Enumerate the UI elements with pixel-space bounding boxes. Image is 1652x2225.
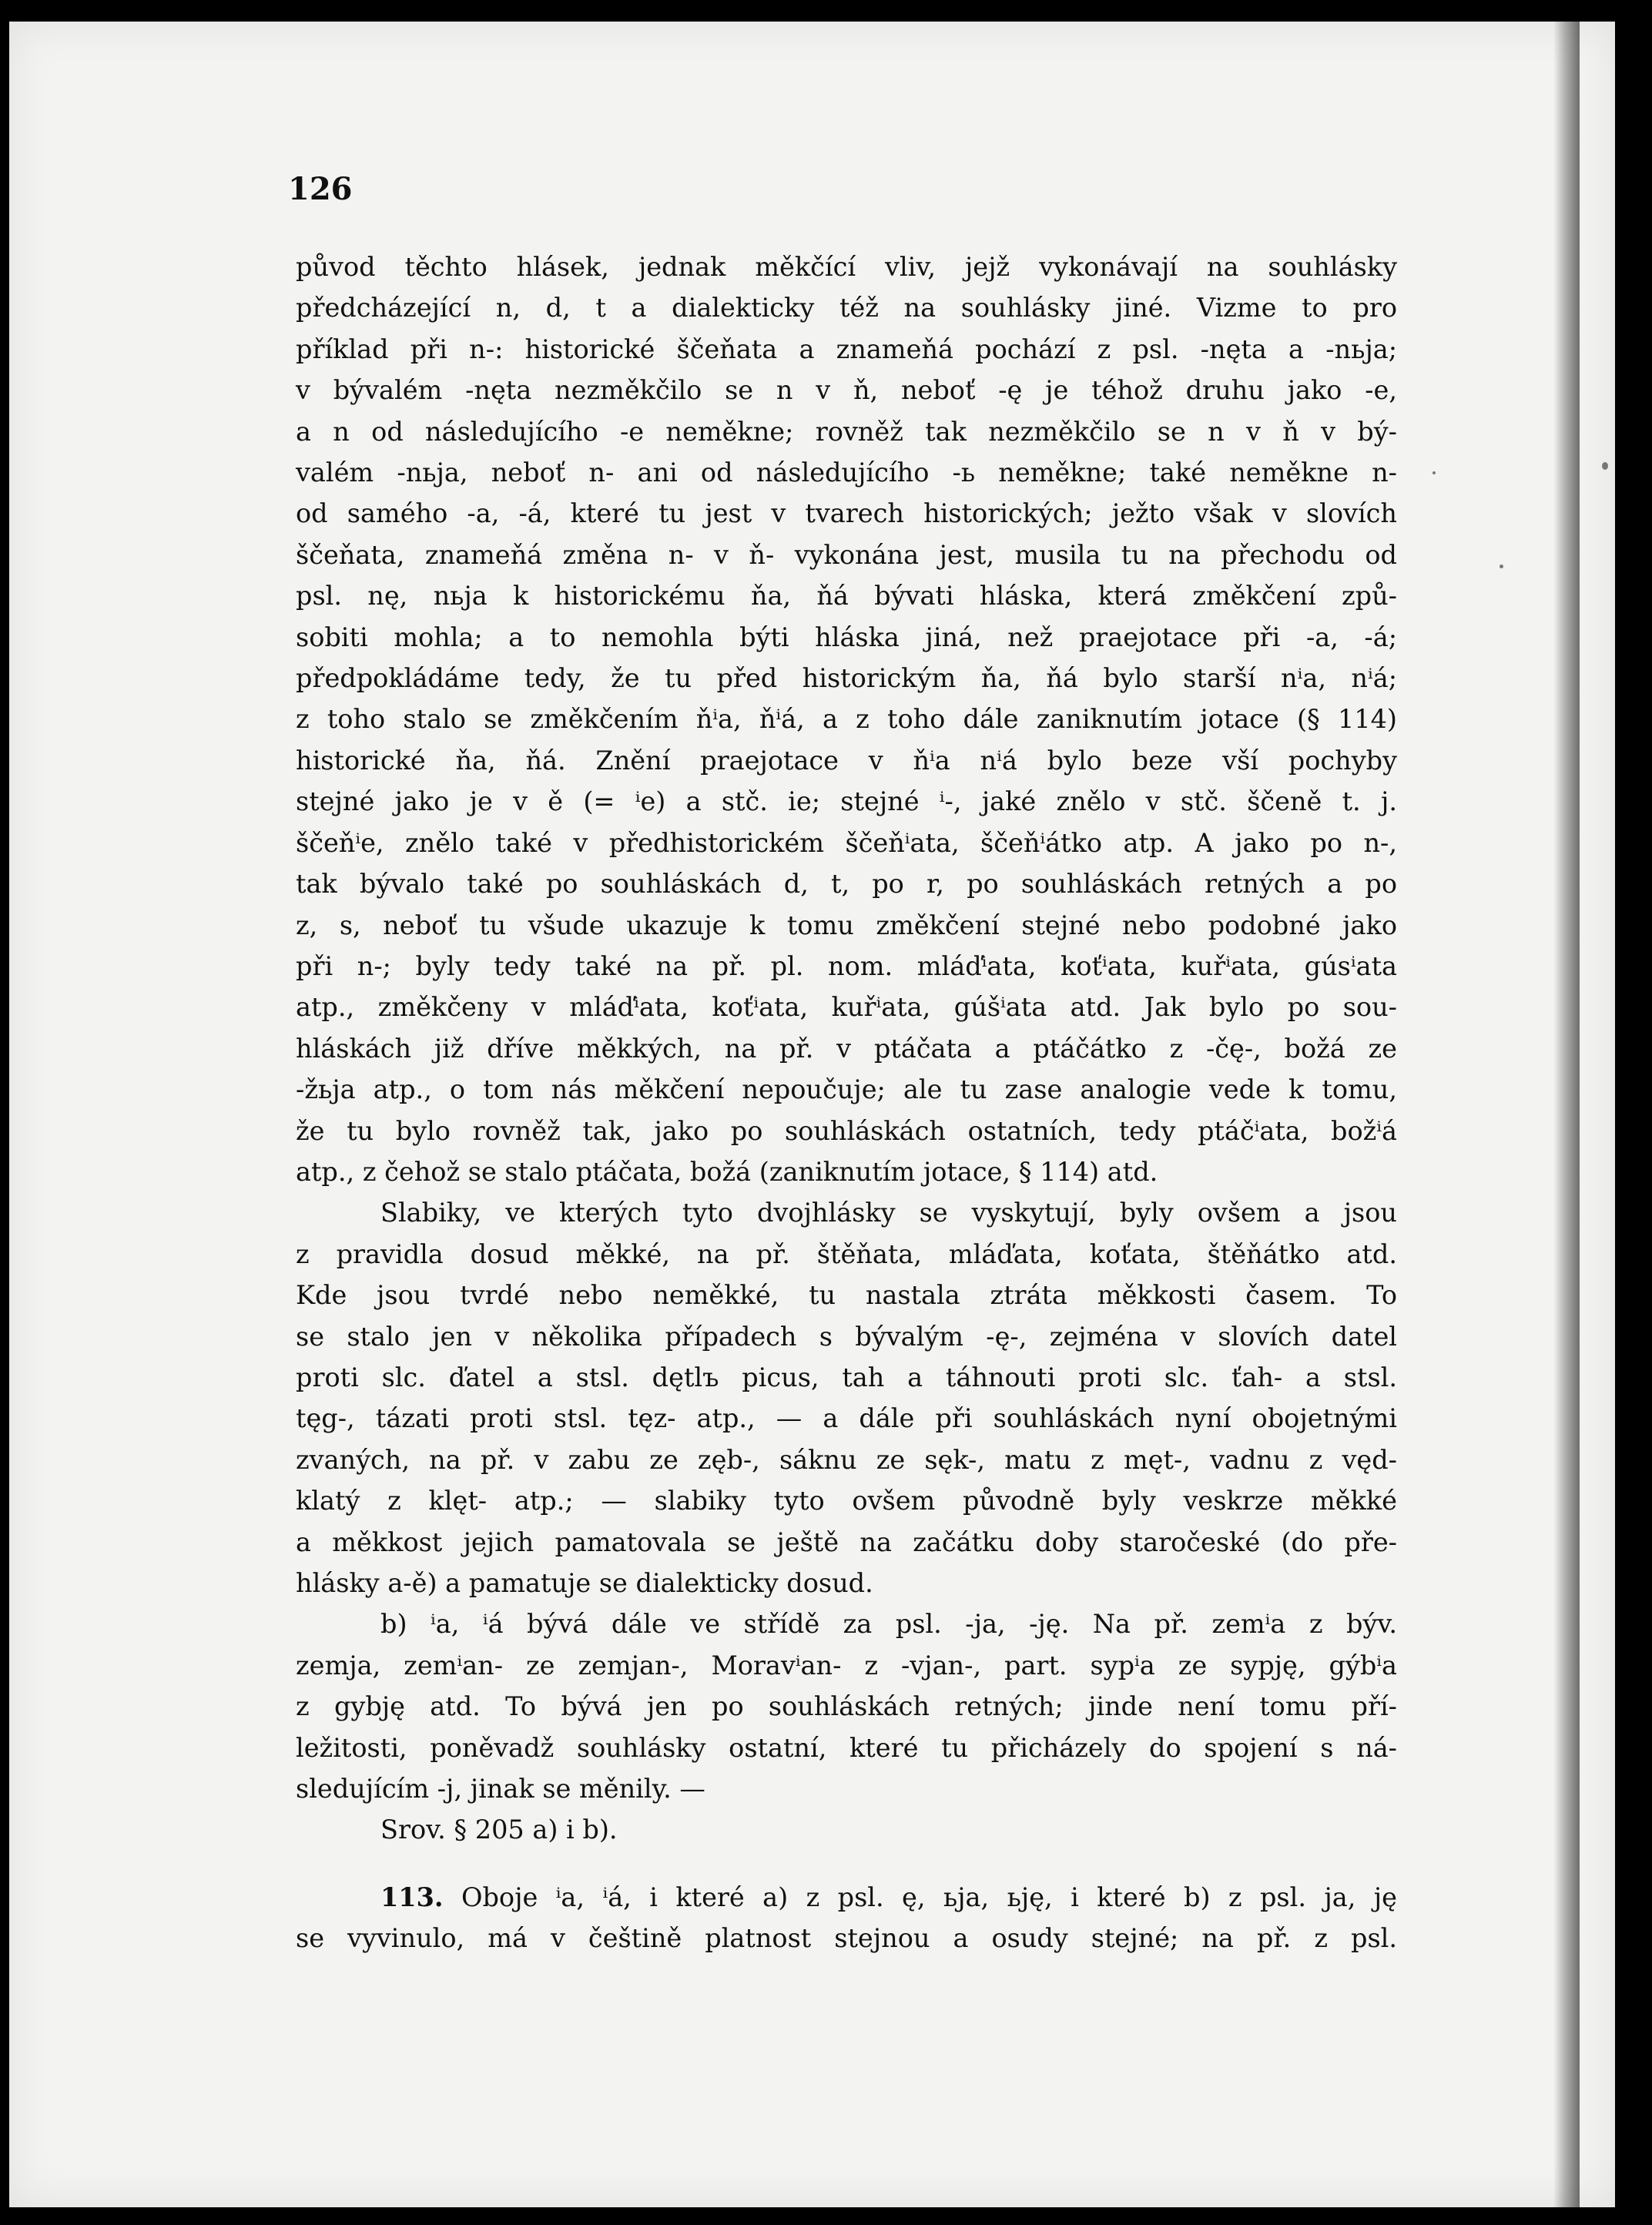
text-line: z pravidla dosud měkké, na př. štěňata, mláďata, koťata, štěňátko atd. <box>296 1238 1397 1269</box>
text-line: hlásky a-ě) a pamatuje se dialekticky dosud. <box>296 1568 873 1598</box>
text-line: v bývalém -nęta nezměkčilo se n v ň, neboť -ę je téhož druhu jako -e, <box>296 375 1397 406</box>
text-line: psl. nę, nьja k historickému ňa, ňá bývati hláska, která změkčení způ- <box>296 581 1397 612</box>
section-line-text: Oboje ⁱa, ⁱá, i které a) z psl. ę, ьja, ьję, i které b) z psl. ja, ję <box>461 1882 1397 1912</box>
text-line: tak bývalo také po souhláskách d, t, po r, po souhláskách retných a po <box>296 869 1397 900</box>
text-line: ščeňⁱe, znělo také v předhistorickém ščeňⁱata, ščeňⁱátko atp. A jako po n-, <box>296 827 1397 858</box>
text-line: a měkkost jejich pamatovala se ještě na začátku doby staročeské (do pře- <box>296 1526 1397 1557</box>
text-line: tęg-, tázati proti stsl. tęz- atp., — a dále při souhláskách nyní obojetnými <box>296 1403 1397 1434</box>
text-line: stejné jako je v ě (= ⁱe) a stč. ie; stejné ⁱ-, jaké znělo v stč. ščeně t. j. <box>296 786 1397 817</box>
text-line: -žьja atp., o tom nás měkčení nepoučuje; ale tu zase analogie vede k tomu, <box>296 1074 1397 1105</box>
text-line: ščeňata, znameňá změna n- v ň- vykonána jest, musila tu na přechodu od <box>296 539 1397 570</box>
text-line: od samého -a, -á, které tu jest v tvarech historických; ježto však v slovích <box>296 498 1397 529</box>
text-line: b) ⁱa, ⁱá bývá dále ve střídě za psl. -ja, -ję. Na př. zemⁱa z býv. <box>380 1609 1397 1640</box>
text-line: atp., změkčeny v mláďⁱata, koťⁱata, kuřⁱata, gúšⁱata atd. Jak bylo po sou- <box>296 992 1397 1023</box>
section-number: 113. <box>380 1882 444 1912</box>
section-gap <box>296 1851 1397 1877</box>
text-line: z gybję atd. To bývá jen po souhláskách retných; jinde není tomu pří- <box>296 1691 1397 1722</box>
text-line: ležitosti, poněvadž souhlásky ostatní, které tu přicházely do spojení s ná- <box>296 1732 1397 1763</box>
dust-speck <box>1602 462 1608 470</box>
text-line: proti slc. ďatel a stsl. dętlъ picus, tah a táhnouti proti slc. ťah- a stsl. <box>296 1362 1397 1392</box>
text-line: klatý z klęt- atp.; — slabiky tyto ovšem původně byly veskrze měkké <box>296 1486 1397 1516</box>
text-line: zemja, zemⁱan- ze zemjan-, Moravⁱan- z -vjan-, part. sypⁱa ze sypję, gýbⁱa <box>296 1650 1397 1680</box>
text-line: předpokládáme tedy, že tu před historickým ňa, ňá bylo starší nⁱa, nⁱá; <box>296 663 1397 694</box>
text-line: předcházející n, d, t a dialekticky též na souhlásky jiné. Vizme to pro <box>296 293 1397 323</box>
text-line: Slabiky, ve kterých tyto dvojhlásky se vyskytují, byly ovšem a jsou <box>380 1198 1397 1228</box>
scan-edge <box>1615 0 1652 2225</box>
text-line: a n od následujícího -e neměkne; rovněž tak nezměkčilo se n v ň v bý- <box>296 416 1397 447</box>
text-line <box>296 1877 1397 1918</box>
paragraph-2 <box>296 1192 1397 1603</box>
page-number: 126 <box>288 171 353 207</box>
text-line: sobiti mohla; a to nemohla býti hláska jiná, než praejotace při -a, -á; <box>296 622 1397 652</box>
text-line: Srov. § 205 a) i b). <box>380 1815 618 1845</box>
text-line: historické ňa, ňá. Znění praejotace v ňⁱa nⁱá bylo beze vší pochyby <box>296 745 1397 776</box>
text-line: atp., z čehož se stalo ptáčata, božá (zaniknutím jotace, § 114) atd. <box>296 1156 1158 1187</box>
section-113 <box>296 1877 1397 1959</box>
text-line: původ těchto hlásek, jednak měkčící vliv, jejž vykonávají na souhlásky <box>296 252 1397 282</box>
paragraph-1 <box>296 246 1397 1192</box>
paragraph-4 <box>296 1809 1397 1850</box>
text-line: hláskách již dříve měkkých, na př. v ptáčata a ptáčátko z -čę-, božá ze <box>296 1033 1397 1064</box>
body-text <box>296 246 1397 1959</box>
paragraph-3 <box>296 1603 1397 1809</box>
text-line: se vyvinulo, má v češtině platnost stejnou a osudy stejné; na př. z psl. <box>296 1923 1397 1954</box>
text-line: že tu bylo rovněž tak, jako po souhláskách ostatních, tedy ptáčⁱata, božⁱá <box>296 1115 1397 1146</box>
page-fold-shadow <box>1553 22 1580 2207</box>
dust-speck <box>1433 471 1436 474</box>
text-line: z toho stalo se změkčením ňⁱa, ňⁱá, a z toho dále zaniknutím jotace (§ 114) <box>296 704 1397 735</box>
text-line: se stalo jen v několika případech s bývalým -ę-, zejména v slovích datel <box>296 1321 1397 1352</box>
text-line: zvaných, na př. v zabu ze zęb-, sáknu ze sęk-, matu z męt-, vadnu z vęd- <box>296 1444 1397 1475</box>
dust-speck <box>1500 565 1503 568</box>
text-line: z, s, neboť tu všude ukazuje k tomu změkčení stejné nebo podobné jako <box>296 910 1397 940</box>
text-line: valém -nьja, neboť n- ani od následujícího -ь neměkne; také neměkne n- <box>296 457 1397 488</box>
text-line: příklad při n-: historické ščeňata a znameňá pochází z psl. -nęta a -nьja; <box>296 333 1397 364</box>
text-line: při n-; byly tedy také na př. pl. nom. mláďⁱata, koťⁱata, kuřⁱata, gúsⁱata <box>296 950 1397 981</box>
text-line: Kde jsou tvrdé nebo neměkké, tu nastala ztráta měkkosti časem. To <box>296 1280 1397 1311</box>
text-line: sledujícím -j, jinak se měnily. — <box>296 1774 705 1804</box>
